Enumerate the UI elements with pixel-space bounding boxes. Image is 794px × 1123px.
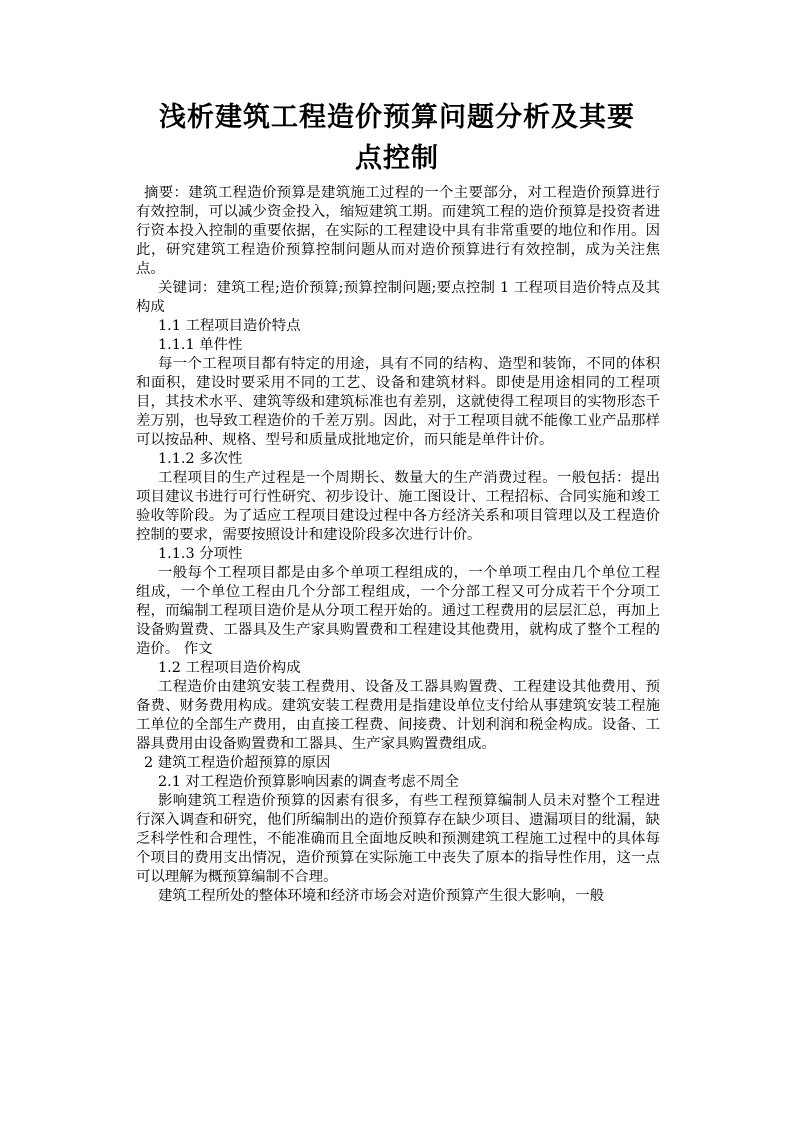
document-title-line-2: 点控制: [355, 143, 439, 174]
section-heading-1-1-1: 1.1.1 单件性: [158, 337, 243, 353]
section-heading-1-1: 1.1 工程项目造价特点: [158, 318, 301, 334]
abstract-paragraph: 摘要：建筑工程造价预算是建筑施工过程的一个主要部分，对工程造价预算进行有效控制，可以减少资金投入，缩短建筑工期。而建筑工程的造价预算是投资者进行资本投入控制的重要依据，在实际的工程建设中具有非常重要的地位和作用。因此，研究建筑工程造价预算控制问题从而对造价预算进行有效控制，成为关注焦点。: [136, 185, 660, 277]
paragraph-influencing-factors: 影响建筑工程造价预算的因素有很多，有些工程预算编制人员未对整个工程进行深入调查和研究，他们所编制出的造价预算存在缺少项目、遗漏项目的纰漏，缺乏科学性和合理性，不能准确而且全面地反映和预测建筑工程施工过程中的具体每个项目的费用支出情况，造价预算在实际施工中丧失了原本的指导性作用，这一点可以理解为概预算编制不合理。: [136, 793, 660, 885]
document-body: [136, 184, 660, 906]
section-heading-2-1: 2.1 对工程造价预算影响因素的调查考虑不周全: [158, 774, 459, 790]
paragraph-itemized: 一般每个工程项目都是由多个单项工程组成的，一个单项工程由几个单位工程组成，一个单位工程由几个分部工程组成，一个分部工程又可分成若干个分项工程，而编制工程项目造价是从分项工程开始的。通过工程费用的层层汇总，再加上设备购置费、工器具及生产家具购置费和工程建设其他费用，就构成了整个工程的造价。 作文: [136, 565, 660, 657]
paragraph-multiple-times: 工程项目的生产过程是一个周期长、数量大的生产消费过程。一般包括：提出项目建议书进行可行性研究、初步设计、施工图设计、工程招标、合同实施和竣工验收等阶段。为了适应工程项目建设过程中各方经济关系和项目管理以及工程造价控制的要求，需要按照设计和建设阶段多次进行计价。: [136, 470, 660, 543]
keywords-paragraph: 关键词：建筑工程;造价预算;预算控制问题;要点控制 1 工程项目造价特点及其构成: [136, 280, 660, 315]
document-title-line-1: 浅析建筑工程造价预算问题分析及其要: [159, 102, 635, 133]
section-heading-1-2: 1.2 工程项目造价构成: [158, 660, 301, 676]
paragraph-cost-composition: 工程造价由建筑安装工程费用、设备及工器具购置费、工程建设其他费用、预备费、财务费用构成。建筑安装工程费用是指建设单位支付给从事建筑安装工程施工单位的全部生产费用，由直接工程费、间接费、计划利润和税金构成。设备、工器具费用由设备购置费和工器具、生产家具购置费组成。: [136, 679, 660, 752]
section-heading-1-1-2: 1.1.2 多次性: [158, 451, 243, 467]
section-heading-1-1-3: 1.1.3 分项性: [158, 546, 243, 562]
paragraph-single-piece: 每一个工程项目都有特定的用途，具有不同的结构、造型和装饰，不同的体积和面积，建设时要采用不同的工艺、设备和建筑材料。即使是用途相同的工程项目，其技术水平、建筑等级和建筑标准也有差别，这就使得工程项目的实物形态千差万别，也导致工程造价的千差万别。因此，对于工程项目就不能像工业产品那样可以按品种、规格、型号和质量成批地定价，而只能是单件计价。: [136, 356, 660, 448]
section-heading-2: 2 建筑工程造价超预算的原因: [144, 755, 331, 771]
paragraph-environment: 建筑工程所处的整体环境和经济市场会对造价预算产生很大影响，一般: [158, 888, 605, 904]
